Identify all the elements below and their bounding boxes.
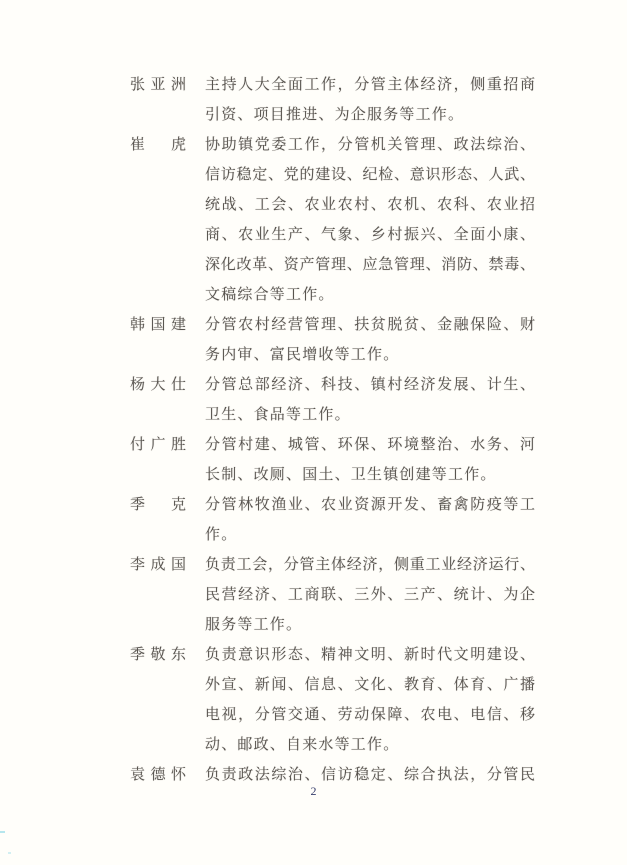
duty-line: 外宣、新闻、信息、文化、教育、体育、广播 — [205, 677, 535, 693]
roster-entry — [130, 490, 536, 550]
official-name: 季 克 — [130, 497, 186, 513]
duty-line: 主持人大全面工作，分管主体经济，侧重招商 — [205, 77, 535, 93]
duty-line: 负责政法综治、信访稳定、综合执法，分管民 — [205, 767, 535, 783]
duty-line: 卫生、食品等工作。 — [205, 407, 351, 423]
official-name: 袁德怀 — [130, 767, 186, 783]
duty-line: 分管林牧渔业、农业资源开发、畜禽防疫等工 — [205, 497, 535, 513]
duty-line: 长制、改厕、国土、卫生镇创建等工作。 — [205, 467, 497, 483]
duty-line: 协助镇党委工作，分管机关管理、政法综治、 — [205, 137, 535, 153]
duty-text — [205, 640, 535, 760]
duty-line: 作。 — [205, 527, 238, 543]
duty-line: 动、邮政、自来水等工作。 — [205, 737, 400, 753]
duty-line: 商、农业生产、气象、乡村振兴、全面小康、 — [205, 227, 535, 243]
official-name: 崔 虎 — [130, 137, 186, 153]
duty-line: 分管村建、城管、环保、环境整治、水务、河 — [205, 437, 535, 453]
duty-line: 负责工会，分管主体经济，侧重工业经济运行、 — [205, 557, 535, 573]
duty-text — [205, 430, 535, 490]
duty-line: 深化改革、资产管理、应急管理、消防、禁毒、 — [205, 257, 535, 273]
official-name: 季敬东 — [130, 647, 186, 663]
duty-text — [205, 490, 535, 550]
duty-line: 务内审、富民增收等工作。 — [205, 347, 400, 363]
roster-entry — [130, 640, 536, 760]
official-name: 杨大仕 — [130, 377, 186, 393]
duty-line: 引资、项目推进、为企服务等工作。 — [205, 107, 465, 123]
duty-line: 分管农村经营管理、扶贫脱贫、金融保险、财 — [205, 317, 535, 333]
duty-text — [205, 550, 535, 640]
roster-entry — [130, 70, 536, 130]
duty-text — [205, 70, 535, 130]
official-name: 张亚洲 — [130, 77, 186, 93]
scan-speck-artifact — [0, 831, 5, 833]
roster-entry — [130, 370, 536, 430]
duty-line: 分管总部经济、科技、镇村经济发展、计生、 — [205, 377, 535, 393]
scan-speck-artifact — [8, 852, 11, 854]
roster-list — [130, 70, 536, 790]
duty-line: 信访稳定、党的建设、纪检、意识形态、人武、 — [205, 167, 535, 183]
official-name: 付广胜 — [130, 437, 186, 453]
duty-line: 民营经济、工商联、三外、三产、统计、为企 — [205, 587, 535, 603]
duty-line: 文稿综合等工作。 — [205, 287, 335, 303]
roster-entry — [130, 550, 536, 640]
official-name: 李成国 — [130, 557, 186, 573]
duty-line: 服务等工作。 — [205, 617, 303, 633]
official-name: 韩国建 — [130, 317, 186, 333]
roster-entry — [130, 430, 536, 490]
page-number: 2 — [310, 784, 317, 798]
duty-text — [205, 370, 535, 430]
duty-line: 统战、工会、农业农村、农机、农科、农业招 — [205, 197, 535, 213]
roster-entry — [130, 130, 536, 310]
duty-text — [205, 130, 535, 310]
duty-line: 负责意识形态、精神文明、新时代文明建设、 — [205, 647, 535, 663]
duty-line: 电视，分管交通、劳动保障、农电、电信、移 — [205, 707, 535, 723]
roster-entry — [130, 310, 536, 370]
duty-text — [205, 310, 535, 370]
